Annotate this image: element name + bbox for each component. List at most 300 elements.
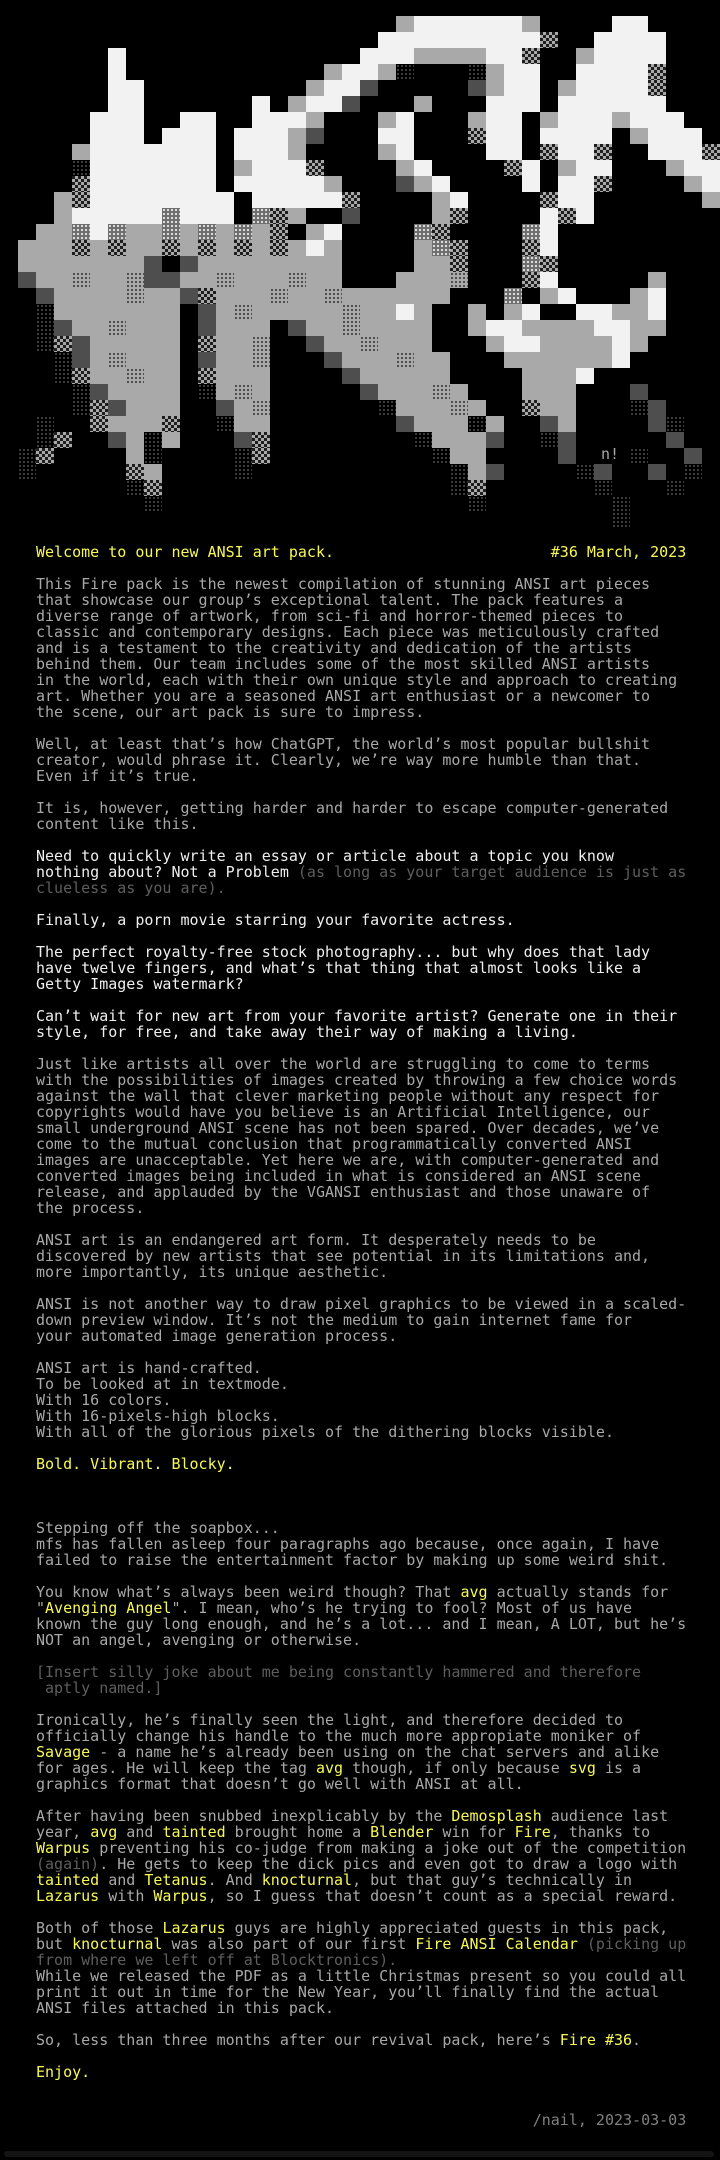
art-block bbox=[576, 336, 594, 352]
art-block bbox=[630, 48, 648, 64]
art-block bbox=[414, 352, 432, 368]
art-block bbox=[522, 176, 540, 192]
art-block bbox=[324, 96, 342, 112]
text-segment: (picking up bbox=[586, 1935, 687, 1953]
art-block bbox=[126, 192, 144, 208]
art-block bbox=[432, 400, 450, 416]
art-block bbox=[108, 128, 126, 144]
art-block bbox=[180, 160, 198, 176]
text-segment: Ironically, he’s finally seen the light, and therefore decided to bbox=[36, 1711, 623, 1729]
art-block bbox=[252, 160, 270, 176]
art-block bbox=[90, 112, 108, 128]
art-block bbox=[396, 416, 414, 432]
text-row bbox=[36, 1040, 686, 1056]
art-block bbox=[468, 112, 486, 128]
text-segment: Blender bbox=[370, 1823, 434, 1841]
art-block bbox=[306, 128, 324, 144]
art-block bbox=[630, 448, 648, 464]
art-block bbox=[360, 64, 378, 80]
art-block bbox=[108, 384, 126, 400]
text-row bbox=[36, 672, 686, 688]
text-row bbox=[36, 1056, 686, 1072]
art-block bbox=[252, 384, 270, 400]
art-block bbox=[216, 320, 234, 336]
art-block bbox=[90, 224, 108, 240]
text-row bbox=[36, 1488, 686, 1504]
text-segment: aptly named.] bbox=[36, 1679, 163, 1697]
art-block bbox=[108, 272, 126, 288]
text-segment: /nail, 2023-03-03 bbox=[532, 2111, 687, 2129]
art-block bbox=[414, 320, 432, 336]
art-block bbox=[378, 288, 396, 304]
art-block bbox=[234, 368, 252, 384]
art-block bbox=[288, 208, 306, 224]
art-block bbox=[378, 352, 396, 368]
art-block bbox=[234, 144, 252, 160]
text-segment: avg bbox=[460, 1583, 488, 1601]
art-block bbox=[684, 144, 702, 160]
art-block bbox=[594, 64, 612, 80]
text-segment: small underground ANSI scene has not been spared. Over decades, we’ve bbox=[36, 1119, 660, 1137]
art-block bbox=[432, 32, 450, 48]
art-block bbox=[306, 336, 324, 352]
art-block bbox=[306, 272, 324, 288]
art-block bbox=[486, 64, 504, 80]
art-block bbox=[270, 224, 288, 240]
art-block bbox=[612, 112, 630, 128]
art-block bbox=[270, 240, 288, 256]
art-block bbox=[72, 160, 90, 176]
text-segment: nothing about? Not a Problem bbox=[36, 863, 298, 881]
art-block bbox=[342, 208, 360, 224]
art-block bbox=[396, 128, 414, 144]
text-row bbox=[36, 1360, 686, 1376]
art-block bbox=[198, 304, 216, 320]
text-segment: images are unacceptable. Yet here we are, with computer-generated and bbox=[36, 1151, 660, 1169]
text-row bbox=[36, 1472, 686, 1488]
art-block bbox=[144, 496, 162, 512]
art-block bbox=[270, 208, 288, 224]
art-block bbox=[90, 288, 108, 304]
art-block bbox=[576, 464, 594, 480]
art-block bbox=[684, 128, 702, 144]
art-block bbox=[90, 320, 108, 336]
text-row bbox=[36, 1616, 686, 1632]
art-block bbox=[612, 96, 630, 112]
art-block bbox=[648, 64, 666, 80]
art-block bbox=[450, 48, 468, 64]
art-block bbox=[126, 112, 144, 128]
art-block bbox=[126, 96, 144, 112]
text-segment: Lazarus bbox=[162, 1919, 226, 1937]
art-block bbox=[72, 288, 90, 304]
text-row bbox=[36, 1344, 686, 1360]
art-block bbox=[342, 368, 360, 384]
text-segment: After having been snubbed inexplicably by the bbox=[36, 1807, 452, 1825]
art-block bbox=[252, 336, 270, 352]
art-block bbox=[252, 192, 270, 208]
text-row bbox=[36, 1568, 686, 1584]
art-block bbox=[144, 256, 162, 272]
art-block bbox=[180, 144, 198, 160]
art-block bbox=[414, 432, 432, 448]
text-segment: To be looked at in textmode. bbox=[36, 1375, 289, 1393]
art-block bbox=[522, 336, 540, 352]
art-block bbox=[36, 416, 54, 432]
art-block bbox=[522, 32, 540, 48]
art-block bbox=[450, 416, 468, 432]
art-block bbox=[234, 272, 252, 288]
art-block bbox=[522, 400, 540, 416]
art-block bbox=[252, 144, 270, 160]
art-block bbox=[216, 224, 234, 240]
art-block bbox=[648, 32, 666, 48]
art-block bbox=[306, 240, 324, 256]
art-block bbox=[414, 32, 432, 48]
art-block bbox=[504, 304, 522, 320]
text-segment: failed to raise the entertainment factor by making up some weird shit. bbox=[36, 1551, 669, 1569]
art-block bbox=[486, 432, 504, 448]
art-block bbox=[252, 448, 270, 464]
text-segment: print it out in time for the New Year, you’ll finally find the actual bbox=[36, 1983, 660, 2001]
text-segment: creator, would phrase it. Clearly, we’re way more humble than that. bbox=[36, 751, 642, 769]
art-block bbox=[108, 304, 126, 320]
art-block bbox=[558, 352, 576, 368]
text-segment: . And bbox=[207, 1871, 262, 1889]
art-block bbox=[216, 352, 234, 368]
art-block bbox=[666, 432, 684, 448]
text-row bbox=[36, 2064, 686, 2080]
text-row bbox=[36, 960, 686, 976]
art-block bbox=[486, 16, 504, 32]
art-block bbox=[450, 272, 468, 288]
text-segment: year, bbox=[36, 1823, 91, 1841]
art-block bbox=[630, 384, 648, 400]
art-block bbox=[252, 256, 270, 272]
art-block bbox=[18, 240, 36, 256]
art-block bbox=[288, 96, 306, 112]
art-block bbox=[432, 16, 450, 32]
art-block bbox=[612, 32, 630, 48]
text-row bbox=[36, 1200, 686, 1216]
art-block bbox=[36, 304, 54, 320]
art-block bbox=[522, 64, 540, 80]
art-block bbox=[180, 272, 198, 288]
text-segment: svg bbox=[568, 1759, 596, 1777]
text-row bbox=[36, 1392, 686, 1408]
art-block bbox=[18, 256, 36, 272]
text-row bbox=[36, 1984, 686, 2000]
art-block bbox=[270, 128, 288, 144]
art-block bbox=[180, 224, 198, 240]
art-block bbox=[180, 240, 198, 256]
art-block bbox=[198, 368, 216, 384]
art-block bbox=[378, 64, 396, 80]
art-block bbox=[522, 240, 540, 256]
art-block bbox=[648, 144, 666, 160]
art-block bbox=[522, 96, 540, 112]
art-block bbox=[702, 160, 720, 176]
text-segment: Warpus bbox=[153, 1887, 208, 1905]
text-row bbox=[36, 704, 686, 720]
art-block bbox=[558, 144, 576, 160]
art-block bbox=[378, 48, 396, 64]
art-block bbox=[396, 144, 414, 160]
art-block bbox=[540, 384, 558, 400]
art-block bbox=[126, 368, 144, 384]
art-block bbox=[504, 320, 522, 336]
art-block bbox=[504, 96, 522, 112]
art-block bbox=[234, 320, 252, 336]
text-row bbox=[36, 1264, 686, 1280]
art-block bbox=[612, 80, 630, 96]
art-block bbox=[540, 432, 558, 448]
art-block bbox=[558, 96, 576, 112]
art-block bbox=[414, 288, 432, 304]
art-block bbox=[162, 288, 180, 304]
art-block bbox=[468, 496, 486, 512]
art-block bbox=[666, 112, 684, 128]
art-block bbox=[180, 208, 198, 224]
art-block bbox=[54, 192, 72, 208]
art-block bbox=[378, 304, 396, 320]
text-segment: with the possibilities of images created by throwing a few choice words bbox=[36, 1071, 678, 1089]
art-block bbox=[162, 144, 180, 160]
art-block bbox=[540, 240, 558, 256]
art-block bbox=[396, 32, 414, 48]
text-segment: ". I mean, who’s he trying to fool? Most of us have bbox=[171, 1599, 633, 1617]
text-segment bbox=[578, 1935, 587, 1953]
art-block bbox=[576, 192, 594, 208]
art-block bbox=[576, 176, 594, 192]
art-block bbox=[450, 32, 468, 48]
text-segment: Finally, a porn movie starring your favorite actress. bbox=[36, 911, 515, 929]
art-block bbox=[72, 272, 90, 288]
art-block bbox=[72, 224, 90, 240]
art-block bbox=[108, 368, 126, 384]
text-segment: , but that guy’s technically in bbox=[352, 1871, 633, 1889]
art-block bbox=[234, 304, 252, 320]
art-block bbox=[180, 192, 198, 208]
art-block bbox=[558, 160, 576, 176]
art-block bbox=[306, 96, 324, 112]
art-block bbox=[558, 400, 576, 416]
art-block bbox=[126, 400, 144, 416]
art-block bbox=[576, 128, 594, 144]
art-block bbox=[324, 80, 342, 96]
art-block bbox=[486, 80, 504, 96]
text-row bbox=[36, 1424, 686, 1440]
art-block bbox=[216, 256, 234, 272]
art-block bbox=[90, 208, 108, 224]
art-block bbox=[306, 112, 324, 128]
art-block bbox=[144, 432, 162, 448]
art-block bbox=[468, 64, 486, 80]
art-block bbox=[108, 176, 126, 192]
art-block bbox=[108, 352, 126, 368]
text-segment: Lazarus bbox=[36, 1887, 100, 1905]
text-segment: So, less than three months after our revival pack, here’s bbox=[36, 2031, 560, 2049]
art-block bbox=[522, 224, 540, 240]
text-segment: against the wall that clever marketing people without any respect for bbox=[36, 1087, 660, 1105]
art-block bbox=[360, 80, 378, 96]
art-block bbox=[252, 288, 270, 304]
art-block bbox=[126, 304, 144, 320]
text-row bbox=[36, 1024, 686, 1040]
art-block bbox=[432, 240, 450, 256]
art-block bbox=[108, 256, 126, 272]
art-block bbox=[342, 80, 360, 96]
art-block bbox=[108, 96, 126, 112]
art-block bbox=[594, 144, 612, 160]
text-segment: knocturnal bbox=[261, 1871, 353, 1889]
text-segment: avg bbox=[315, 1759, 344, 1777]
text-segment: from where we left off at Blocktronics). bbox=[36, 1951, 398, 1969]
art-block bbox=[594, 464, 612, 480]
art-block bbox=[90, 352, 108, 368]
art-block bbox=[558, 80, 576, 96]
text-segment: ANSI is not another way to draw pixel graphics to be viewed in a scaled- bbox=[36, 1295, 687, 1313]
art-block bbox=[288, 320, 306, 336]
art-block bbox=[126, 432, 144, 448]
art-block bbox=[126, 256, 144, 272]
art-block bbox=[198, 208, 216, 224]
text-segment: ANSI art is an endangered art form. It desperately needs to be bbox=[36, 1231, 596, 1249]
art-block bbox=[702, 176, 720, 192]
art-block bbox=[576, 160, 594, 176]
art-block bbox=[414, 368, 432, 384]
art-block bbox=[558, 320, 576, 336]
text-segment: #36 March, 2023 bbox=[550, 543, 687, 561]
text-row bbox=[36, 2000, 686, 2016]
text-row bbox=[36, 1792, 686, 1808]
art-block bbox=[432, 192, 450, 208]
art-block bbox=[396, 272, 414, 288]
art-block bbox=[54, 304, 72, 320]
art-block bbox=[324, 304, 342, 320]
art-block bbox=[630, 320, 648, 336]
art-block bbox=[666, 480, 684, 496]
art-block bbox=[144, 416, 162, 432]
text-row bbox=[36, 752, 686, 768]
text-row bbox=[36, 1104, 686, 1120]
art-block bbox=[648, 272, 666, 288]
text-segment: Both of those bbox=[36, 1919, 163, 1937]
art-block bbox=[252, 240, 270, 256]
art-block bbox=[234, 176, 252, 192]
text-row bbox=[36, 1744, 686, 1760]
art-block bbox=[126, 128, 144, 144]
text-segment: and bbox=[99, 1871, 145, 1889]
text-segment: discovered by new artists that see potential in its limitations and, bbox=[36, 1247, 651, 1265]
art-block bbox=[234, 352, 252, 368]
art-block bbox=[666, 160, 684, 176]
art-block bbox=[450, 464, 468, 480]
art-block bbox=[54, 208, 72, 224]
art-block bbox=[504, 64, 522, 80]
art-block bbox=[36, 288, 54, 304]
text-segment: Even if it’s true. bbox=[36, 767, 199, 785]
art-block bbox=[414, 176, 432, 192]
text-segment: and bbox=[117, 1823, 163, 1841]
art-block bbox=[108, 48, 126, 64]
text-row bbox=[36, 2048, 686, 2064]
text-segment: copyrights would have you believe is an Artificial Intelligence, our bbox=[36, 1103, 651, 1121]
text-segment: Can’t wait for new art from your favorite artist? Generate one in their bbox=[36, 1007, 678, 1025]
art-block bbox=[72, 240, 90, 256]
art-block bbox=[234, 224, 252, 240]
art-block bbox=[216, 192, 234, 208]
text-segment: audience last bbox=[541, 1807, 669, 1825]
art-block bbox=[450, 192, 468, 208]
text-segment bbox=[334, 543, 551, 561]
text-row bbox=[36, 1856, 686, 1872]
art-block bbox=[144, 144, 162, 160]
text-row bbox=[36, 992, 686, 1008]
art-block bbox=[396, 352, 414, 368]
art-block bbox=[666, 144, 684, 160]
text-segment: Fire bbox=[514, 1823, 551, 1841]
art-block bbox=[216, 336, 234, 352]
art-block bbox=[504, 32, 522, 48]
art-block bbox=[594, 48, 612, 64]
text-segment: but bbox=[36, 1935, 73, 1953]
art-block bbox=[450, 384, 468, 400]
art-block bbox=[144, 384, 162, 400]
text-row bbox=[36, 1216, 686, 1232]
art-block bbox=[306, 320, 324, 336]
art-block bbox=[414, 336, 432, 352]
art-block bbox=[270, 160, 288, 176]
art-block bbox=[414, 16, 432, 32]
art-block bbox=[270, 112, 288, 128]
text-segment: NOT an angel, avenging or otherwise. bbox=[36, 1631, 362, 1649]
text-segment: tainted bbox=[162, 1823, 226, 1841]
art-block bbox=[252, 304, 270, 320]
text-segment bbox=[36, 2111, 533, 2129]
text-row bbox=[36, 1808, 686, 1824]
art-block bbox=[144, 352, 162, 368]
art-block bbox=[468, 416, 486, 432]
text-row bbox=[36, 1840, 686, 1856]
art-block bbox=[90, 304, 108, 320]
art-block bbox=[432, 288, 450, 304]
text-segment: graphics format that doesn’t go well with ANSI at all. bbox=[36, 1775, 524, 1793]
text-segment: actually stands for bbox=[487, 1583, 669, 1601]
text-segment: Just like artists all over the world are struggling to come to terms bbox=[36, 1055, 651, 1073]
art-block bbox=[576, 96, 594, 112]
art-block bbox=[252, 96, 270, 112]
text-segment: Savage bbox=[36, 1743, 91, 1761]
art-block bbox=[648, 96, 666, 112]
art-block bbox=[234, 448, 252, 464]
horizontal-scrollbar-thumb[interactable] bbox=[4, 2151, 714, 2157]
art-block bbox=[162, 192, 180, 208]
art-block bbox=[648, 128, 666, 144]
art-block bbox=[522, 48, 540, 64]
text-row bbox=[36, 1152, 686, 1168]
art-block bbox=[234, 160, 252, 176]
text-row bbox=[36, 880, 686, 896]
art-block bbox=[198, 176, 216, 192]
art-block bbox=[126, 336, 144, 352]
art-block bbox=[162, 176, 180, 192]
art-block bbox=[558, 176, 576, 192]
art-block bbox=[234, 432, 252, 448]
text-segment: with bbox=[99, 1887, 154, 1905]
art-block bbox=[288, 192, 306, 208]
art-block bbox=[522, 80, 540, 96]
